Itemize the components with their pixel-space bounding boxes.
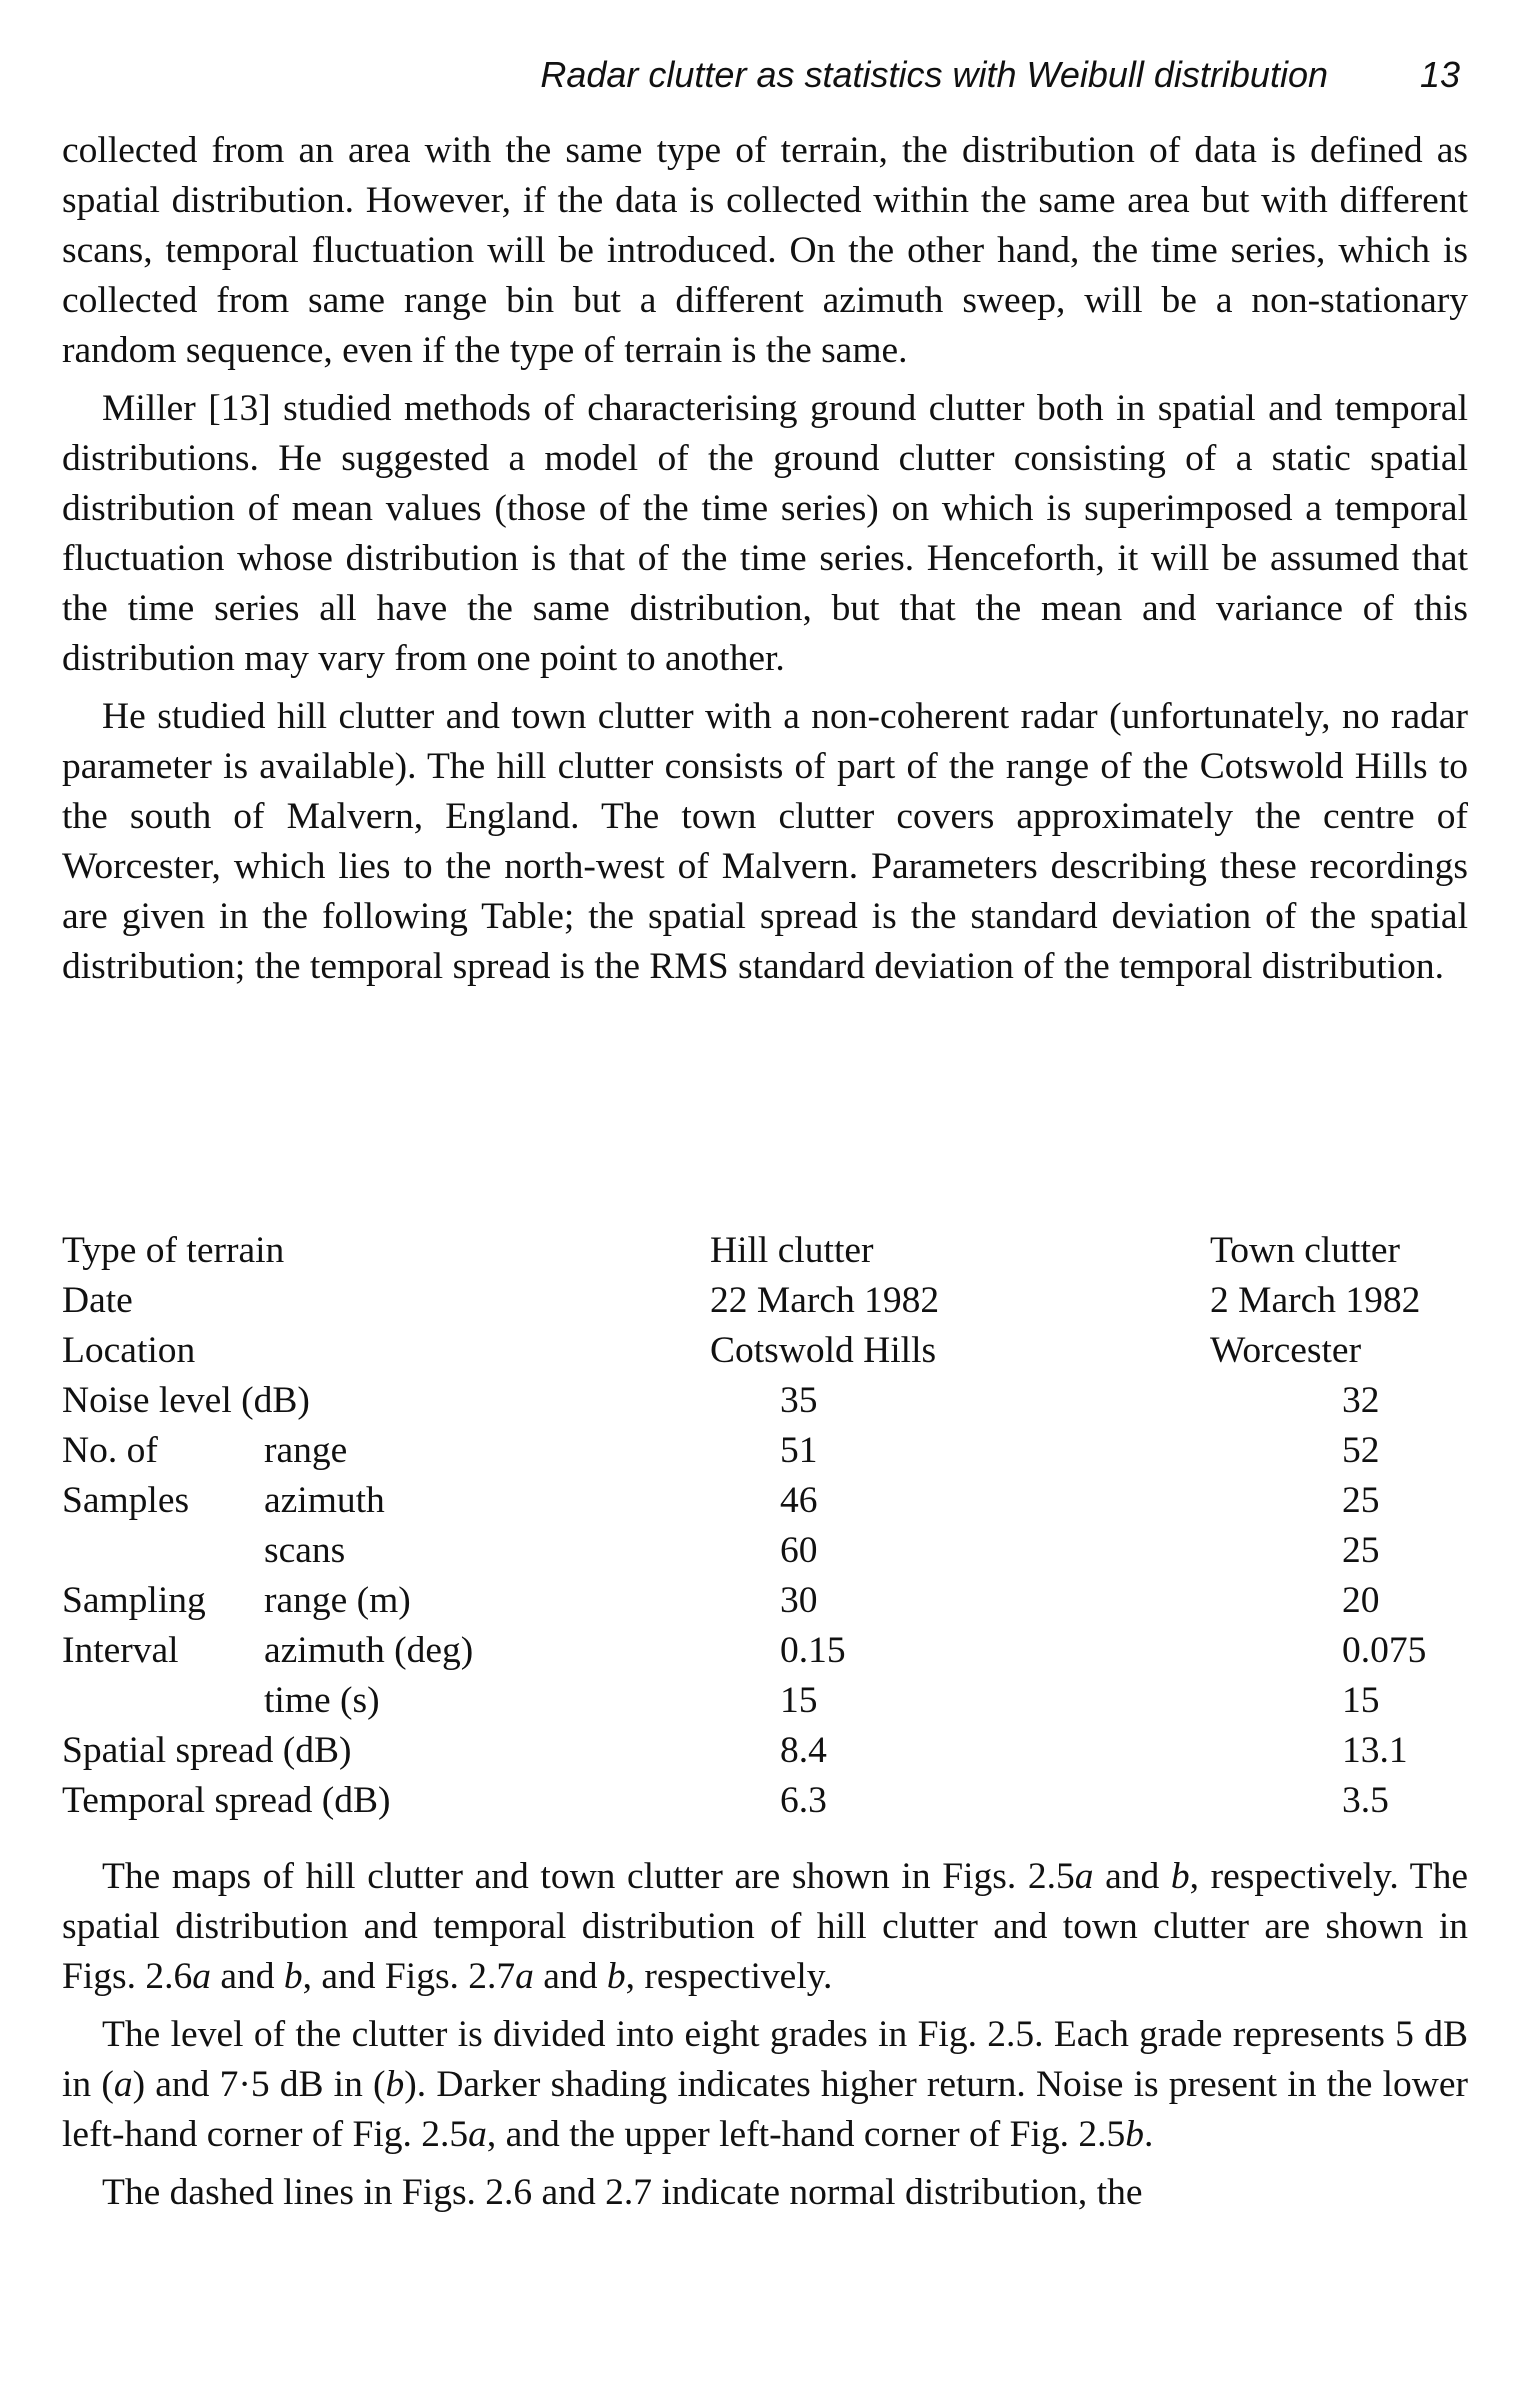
- hill-clutter-value: 35: [780, 1380, 818, 1421]
- table-row: [62, 1576, 1468, 1626]
- row-sublabel: range (m): [264, 1580, 411, 1621]
- table-row: [62, 1726, 1468, 1776]
- hill-clutter-value: 8.4: [780, 1730, 827, 1771]
- paper-page: [62, 0, 1468, 2400]
- hill-clutter-value: 60: [780, 1530, 818, 1571]
- row-sublabel: range: [264, 1430, 348, 1471]
- page-number: 13: [1419, 54, 1460, 95]
- row-sublabel: time (s): [264, 1680, 380, 1721]
- town-clutter-value: 25: [1342, 1480, 1380, 1521]
- paragraph-miller: Miller [13] studied methods of characterising ground clutter both in spatial and temporal distributions. He suggested a model of the ground clutter consisting of a static spatial distribution of mean values (those of the time series) on which is superimposed a temporal fluctuation whose distribution is that of the time series. Henceforth, it will be assumed that the time series all have the same distribution, but that the mean and variance of this distribution may vary from one point to another.: [62, 388, 1468, 679]
- row-label: Date: [62, 1280, 133, 1321]
- town-clutter-value: 0.075: [1342, 1630, 1427, 1671]
- hill-clutter-value: 0.15: [780, 1630, 846, 1671]
- row-label: Spatial spread (dB): [62, 1730, 352, 1771]
- paragraph-continuation: collected from an area with the same type of terrain, the distribution of data is defined as spatial distribution. However, if the data is collected within the same area but with different scans, temporal fluctuation will be introduced. On the other hand, the time series, which is collected from same range bin but a different azimuth sweep, will be a non-stationary random sequence, even if the type of terrain is the same.: [62, 130, 1468, 371]
- paragraph-dashed-lines: The dashed lines in Figs. 2.6 and 2.7 indicate normal distribution, the: [102, 2172, 1143, 2213]
- town-clutter-value: 15: [1342, 1680, 1380, 1721]
- row-label: Noise level (dB): [62, 1380, 310, 1421]
- row-label: Samples: [62, 1480, 190, 1521]
- row-label: No. of: [62, 1430, 158, 1471]
- lower-body-text: [62, 1852, 1468, 2218]
- hill-clutter-value: 22 March 1982: [710, 1280, 940, 1321]
- table-row: [62, 1376, 1468, 1426]
- row-label: Type of terrain: [62, 1230, 285, 1271]
- table-row: [62, 1526, 1468, 1576]
- hill-clutter-value: 6.3: [780, 1780, 827, 1821]
- town-clutter-value: 3.5: [1342, 1780, 1389, 1821]
- hill-clutter-value: 46: [780, 1480, 818, 1521]
- table-row: [62, 1226, 1468, 1276]
- table-row: [62, 1426, 1468, 1476]
- row-sublabel: scans: [264, 1530, 346, 1571]
- town-clutter-value: 25: [1342, 1530, 1380, 1571]
- running-header: [62, 54, 1468, 104]
- town-clutter-value: 52: [1342, 1430, 1380, 1471]
- row-sublabel: azimuth: [264, 1480, 385, 1521]
- row-sublabel: azimuth (deg): [264, 1630, 474, 1671]
- paragraph-grades: The level of the clutter is divided into eight grades in Fig. 2.5. Each grade represents 5 dB in (a) and 7·5 dB in (b). Darker shading indicates higher return. Noise is present in the lower left-hand corner of Fig. 2.5a, and the upper left-hand corner of Fig. 2.5b.: [62, 2014, 1468, 2155]
- running-title: Radar clutter as statistics with Weibull distribution: [540, 54, 1328, 95]
- hill-clutter-value: 51: [780, 1430, 818, 1471]
- town-clutter-value: 13.1: [1342, 1730, 1408, 1771]
- paragraph-maps: The maps of hill clutter and town clutter are shown in Figs. 2.5a and b, respectively. The spatial distribution and temporal distribution of hill clutter and town clutter are shown in Figs. 2.6a and b, and Figs. 2.7a and b, respectively.: [62, 1856, 1468, 1997]
- row-label: Sampling: [62, 1580, 206, 1621]
- table-row: [62, 1326, 1468, 1376]
- town-clutter-value: 20: [1342, 1580, 1380, 1621]
- town-clutter-value: Worcester: [1210, 1330, 1362, 1371]
- table-row: [62, 1626, 1468, 1676]
- table-row: [62, 1776, 1468, 1826]
- row-label: Location: [62, 1330, 196, 1371]
- hill-clutter-value: Cotswold Hills: [710, 1330, 937, 1371]
- paragraph-hill-town: He studied hill clutter and town clutter with a non-coherent radar (unfortunately, no radar parameter is available). The hill clutter consists of part of the range of the Cotswold Hills to the south of Malvern, England. The town clutter covers approximately the centre of Worcester, which lies to the north-west of Malvern. Parameters describing these recordings are given in the following Table; the spatial spread is the standard deviation of the spatial distribution; the temporal spread is the RMS standard deviation of the temporal distribution.: [62, 696, 1468, 987]
- hill-clutter-value: Hill clutter: [710, 1230, 874, 1271]
- parameter-table: [62, 1226, 1468, 1826]
- hill-clutter-value: 15: [780, 1680, 818, 1721]
- town-clutter-value: 32: [1342, 1380, 1380, 1421]
- row-label: Temporal spread (dB): [62, 1780, 391, 1821]
- hill-clutter-value: 30: [780, 1580, 818, 1621]
- town-clutter-value: Town clutter: [1210, 1230, 1401, 1271]
- row-label: Interval: [62, 1630, 179, 1671]
- body-text: [62, 126, 1468, 992]
- table-row: [62, 1676, 1468, 1726]
- table-row: [62, 1476, 1468, 1526]
- table-row: [62, 1276, 1468, 1326]
- town-clutter-value: 2 March 1982: [1210, 1280, 1421, 1321]
